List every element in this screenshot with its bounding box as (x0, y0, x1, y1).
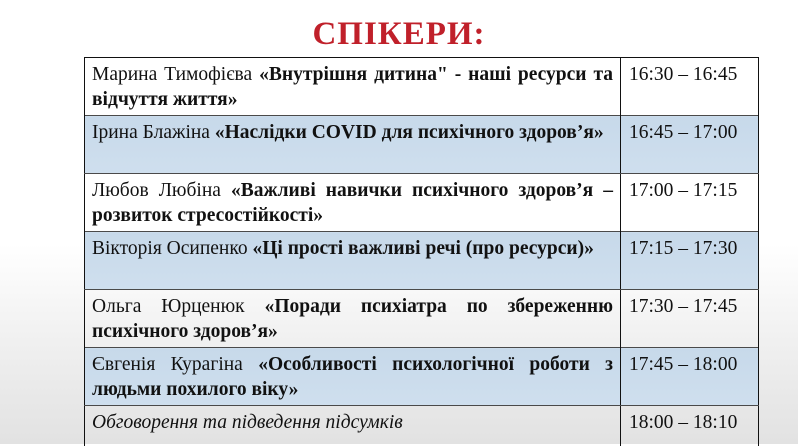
talk-cell (85, 116, 621, 174)
schedule-row (85, 116, 759, 174)
speaker-name: Любов Любіна (92, 180, 221, 201)
talk-cell (85, 348, 621, 406)
talk-cell (85, 174, 621, 232)
talk-title: «Особливості психологічної роботи з людьми похилого віку» (92, 354, 613, 400)
time-slot: 17:00 – 17:15 (621, 174, 759, 232)
speaker-name: Вікторія Осипенко (92, 238, 248, 259)
time-slot: 17:30 – 17:45 (621, 290, 759, 348)
talk-title: «Поради психіатра по збереженню психічного здоров’я» (92, 296, 613, 342)
schedule-row (85, 232, 759, 290)
time-slot: 16:30 – 16:45 (621, 58, 759, 116)
talk-cell (85, 232, 621, 290)
speaker-name: Марина Тимофієва (92, 64, 253, 85)
talk-cell (85, 58, 621, 116)
talk-title: «Важливі навички психічного здоров’я – розвиток стресостійкості» (92, 180, 613, 226)
schedule-row (85, 174, 759, 232)
schedule-row (85, 290, 759, 348)
speaker-name: Євгенія Курагіна (92, 354, 243, 375)
talk-title: «Ці прості важливі речі (про ресурси)» (252, 238, 594, 259)
speaker-name: Ірина Блажіна (92, 122, 210, 143)
speaker-name: Ольга Юрценюк (92, 296, 245, 317)
talk-title: «Наслідки COVID для психічного здоров’я» (214, 122, 604, 143)
talk-cell (85, 290, 621, 348)
time-slot: 17:15 – 17:30 (621, 232, 759, 290)
time-slot: 16:45 – 17:00 (621, 116, 759, 174)
slide-title: СПІКЕРИ: (312, 16, 486, 52)
time-slot: 18:00 – 18:10 (621, 406, 759, 446)
talk-title: «Внутрішня дитина" - наші ресурси та відчуття життя» (92, 64, 614, 110)
closing-discussion: Обговорення та підведення підсумків (85, 406, 621, 446)
schedule-row (85, 348, 759, 406)
schedule-row (85, 58, 759, 116)
time-slot: 17:45 – 18:00 (621, 348, 759, 406)
speakers-schedule-table (84, 57, 759, 446)
schedule-row-closing (85, 406, 759, 446)
